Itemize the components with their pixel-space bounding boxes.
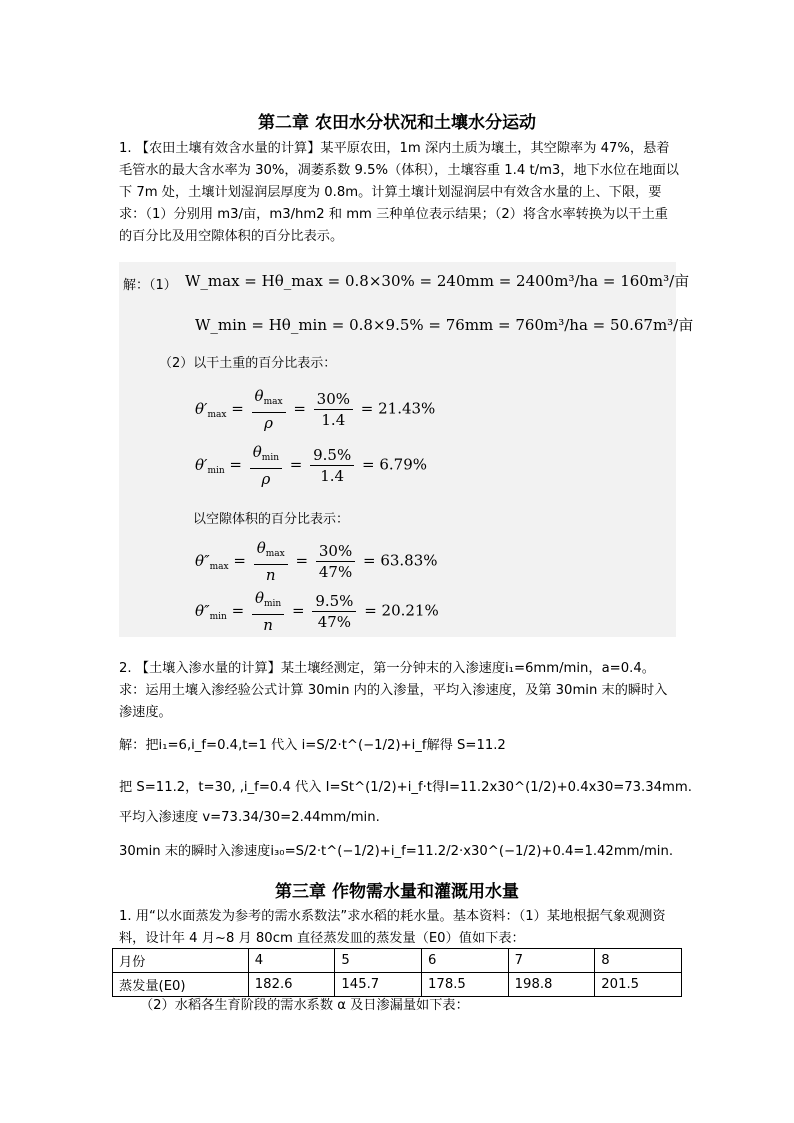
chapter3-title: 第三章 作物需水量和灌溉用水量 [275,882,519,902]
question-2-text: 2. 【土壤入渗水量的计算】某土壤经测定，第一分钟末的入渗速度i₁=6mm/min，a=0.4。求：运用土壤入渗经验公式计算 30min 内的入渗量，平均入渗速度，及第 30min 末的瞬时入渗速度。 [119,661,668,720]
table-cell: 4 [248,949,335,973]
table-cell: 8 [595,949,682,973]
table-cell: 182.6 [248,973,335,997]
table-cell: 145.7 [335,973,422,997]
table-cell: 178.5 [422,973,509,997]
q2-solution-line-3: 平均入渗速度 v=73.34/30=2.44mm/min. [119,810,380,825]
equation-w-max: W_max = Hθ_max = 0.8×30% = 240mm = 2400m³/ha = 160m³/亩 [185,272,690,290]
table-row [113,973,682,997]
table-cell: 6 [422,949,509,973]
equation-w-min: W_min = Hθ_min = 0.8×9.5% = 76mm = 760m³/ha = 50.67m³/亩 [195,316,694,334]
chapter3-question-1-text-2: （2）水稻各生育阶段的需水系数 α 及日渗漏量如下表： [140,998,469,1013]
q2-solution-line-2: 把 S=11.2，t=30, ,i_f=0.4 代入 I=St^(1/2)+i_f·t得I=11.2x30^(1/2)+0.4x30=73.34mm. [119,780,692,795]
equation-theta-prime-min: $\theta'_{min}$ = $\frac{\theta_{min}}{\rho}$ = $\frac{9.5\%}{1.4}$ = 6.79% [195,443,428,488]
equation-theta-double-prime-min: $\theta''_{min}$ = $\frac{\theta_{min}}{n}$ = $\frac{9.5\%}{47\%}$ = 20.21% [195,589,439,634]
table-row [113,949,682,973]
table-cell: 蒸发量(E0) [113,973,249,997]
equation-theta-prime-max: $\theta'_{max}$ = $\frac{\theta_{max}}{\rho}$ = $\frac{30\%}{1.4}$ = 21.43% [195,387,436,432]
q2-solution-line-4: 30min 末的瞬时入渗速度i₃₀=S/2·t^(−1/2)+i_f=11.2/2·x30^(−1/2)+0.4=1.42mm/min. [119,844,674,859]
part2-label: （2）以干土重的百分比表示： [159,356,337,371]
solution-box [119,262,694,637]
table-cell: 月份 [113,949,249,973]
equation-theta-double-prime-max: $\theta''_{max}$ = $\frac{\theta_{max}}{n}$ = $\frac{30\%}{47\%}$ = 63.83% [195,539,438,584]
chapter2-title: 第二章 农田水分状况和土壤水分运动 [258,113,536,133]
chapter3-question-1-text: 1. 用“以水面蒸发为参考的需水系数法”求水稻的耗水量。基本资料：（1）某地根据气象观测资料，设计年 4 月~8 月 80cm 直径蒸发皿的蒸发量（E0）值如下表： [119,909,666,946]
table-cell: 7 [508,949,595,973]
evaporation-table [112,948,682,997]
q2-solution-line-1: 解：把i₁=6,i_f=0.4,t=1 代入 i=S/2·t^(−1/2)+i_f解得 S=11.2 [119,738,506,753]
question-1-text: 1. 【农田土壤有效含水量的计算】某平原农田，1m 深内土质为壤土，其空隙率为 47%，悬着毛管水的最大含水率为 30%，凋萎系数 9.5%（体积），土壤容重 1.4 t/m3，地下水位在地面以下 7m 处，土壤计划湿润层厚度为 0.8m。计算土壤计划湿润层中有效含水量的上、下限，要求：（1）分别用 m3/亩，m3/hm2 和 mm 三种单位表示结果；（2）将含水率转换为以干土重的百分比及用空隙体积的百分比表示。 [119,141,679,244]
solution-label: 解：（1） [123,278,177,293]
table-cell: 5 [335,949,422,973]
part3-label: 以空隙体积的百分比表示： [193,512,350,527]
table-cell: 198.8 [508,973,595,997]
table-cell: 201.5 [595,973,682,997]
